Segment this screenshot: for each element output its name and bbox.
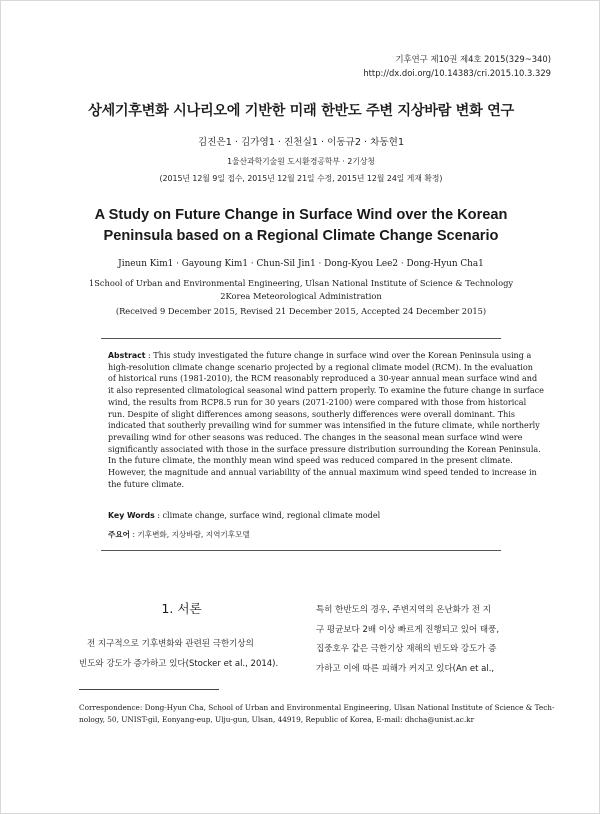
- footnote-line: nology, 50, UNIST-gil, Eonyang-eup, Ulju-gun, Ulsan, 44919, Republic of Korea, E-mail: dhcha@unist.ac.kr: [79, 714, 475, 724]
- abstract-line: run. Despite of slight differences among seasons, southerly differences were overall dominant. This: [108, 409, 516, 419]
- abstract-line: of historical runs (1981-2010), the RCM reasonably reproduced a 30-year annual mean surface wind and: [108, 374, 538, 384]
- abstract-line: However, the magnitude and annual variability of the annual maximum wind speed tended to increase in: [108, 468, 537, 478]
- korean-keywords-text: : 기후변화, 지상바람, 지역기후모델: [132, 530, 250, 539]
- keywords-text: : climate change, surface wind, regional climate model: [157, 511, 381, 520]
- korean-authors: 김진은1 · 김가영1 · 진천실1 · 이동규2 · 차동현1: [197, 137, 405, 148]
- body-line: 가하고 이에 따른 피해가 커지고 있다(An et al.,: [316, 663, 495, 674]
- keywords-label: Key Words: [108, 511, 155, 520]
- keywords: [108, 511, 496, 520]
- abstract-line: prevailing wind for other seasons was reduced. The changes in the seasonal mean surface wind were: [108, 432, 523, 442]
- korean-title: 상세기후변화 시나리오에 기반한 미래 한반도 주변 지상바람 변화 연구: [88, 103, 514, 119]
- body-line: 빈도와 강도가 증가하고 있다(Stocker et al., 2014).: [79, 658, 279, 669]
- korean-keywords-label: 주요어: [108, 530, 131, 539]
- abstract-text: : This study investigated the future change in surface wind over the Korean Peninsula using a: [148, 351, 532, 360]
- footnote-line: Correspondence: Dong-Hyun Cha, School of Urban and Environmental Engineering, Ulsan National Institute of Science & Tech-: [79, 703, 555, 712]
- abstract-line: high-resolution climate change scenario projected by a regional climate model (RCM). In the evaluation: [108, 362, 533, 372]
- affiliation-line: 1School of Urban and Environmental Engineering, Ulsan National Institute of Science & Technology: [88, 278, 514, 288]
- doi-link[interactable]: http://dx.doi.org/10.14383/cri.2015.10.3.329: [363, 68, 551, 78]
- abstract-line: In the future climate, the monthly mean wind speed was reduced compared in the present climate.: [108, 456, 513, 466]
- abstract-bottom-rule: [101, 550, 501, 551]
- abstract-line: [108, 350, 532, 362]
- journal-citation: 기후연구 제10권 제4호 2015(329~340): [395, 54, 551, 64]
- footnote-rule: [79, 689, 219, 690]
- korean-dates: (2015년 12월 9일 접수, 2015년 12월 21일 수정, 2015년 12월 24일 게재 확정): [159, 174, 443, 183]
- body-line: 구 평균보다 2배 이상 빠르게 진행되고 있어 태풍,: [316, 624, 500, 635]
- abstract-top-rule: [101, 338, 501, 339]
- abstract-line: it also represented climatological seasonal wind pattern properly. To examine the future change in surface: [108, 386, 544, 396]
- korean-keywords: [108, 529, 496, 540]
- abstract-line: the future climate.: [108, 479, 185, 489]
- abstract-line: indicated that southerly prevailing wind for summer was intensified in the future climate, while northerly: [108, 421, 540, 431]
- body-right-column: [316, 601, 524, 679]
- section-heading: 1. 서론: [161, 601, 202, 616]
- abstract-label: Abstract: [108, 351, 146, 360]
- english-title-line: A Study on Future Change in Surface Wind over the Korean: [94, 207, 508, 223]
- english-title-line: Peninsula based on a Regional Climate Change Scenario: [103, 228, 499, 244]
- journal-header: [363, 52, 551, 80]
- affiliation-line: 2Korea Meteorological Administration: [220, 290, 382, 301]
- korean-affiliations: 1울산과학기술원 도시환경공학부 · 2기상청: [227, 157, 375, 166]
- body-left-column: [79, 635, 284, 674]
- english-authors: Jineun Kim1 · Gayoung Kim1 · Chun-Sil Jin1 · Dong-Kyou Lee2 · Dong-Hyun Cha1: [118, 259, 484, 269]
- correspondence-footnote: [79, 702, 555, 726]
- abstract-line: wind, the results from RCP8.5 run for 30 years (2071-2100) were compared with those from historical: [108, 397, 527, 407]
- body-line: 특히 한반도의 경우, 주변지역의 온난화가 전 지: [316, 605, 491, 615]
- english-dates: (Received 9 December 2015, Revised 21 December 2015, Accepted 24 December 2015): [115, 306, 487, 316]
- body-line: 집중호우 같은 극한기상 재해의 빈도와 강도가 증: [316, 644, 497, 655]
- abstract: [108, 350, 544, 490]
- body-line: 전 지구적으로 기후변화와 관련된 극한기상의: [87, 639, 254, 649]
- abstract-line: significantly associated with those in the surface pressure distribution surrounding the Korean Peninsula.: [108, 444, 541, 454]
- english-affiliations: [1, 277, 600, 302]
- english-title: [1, 205, 600, 247]
